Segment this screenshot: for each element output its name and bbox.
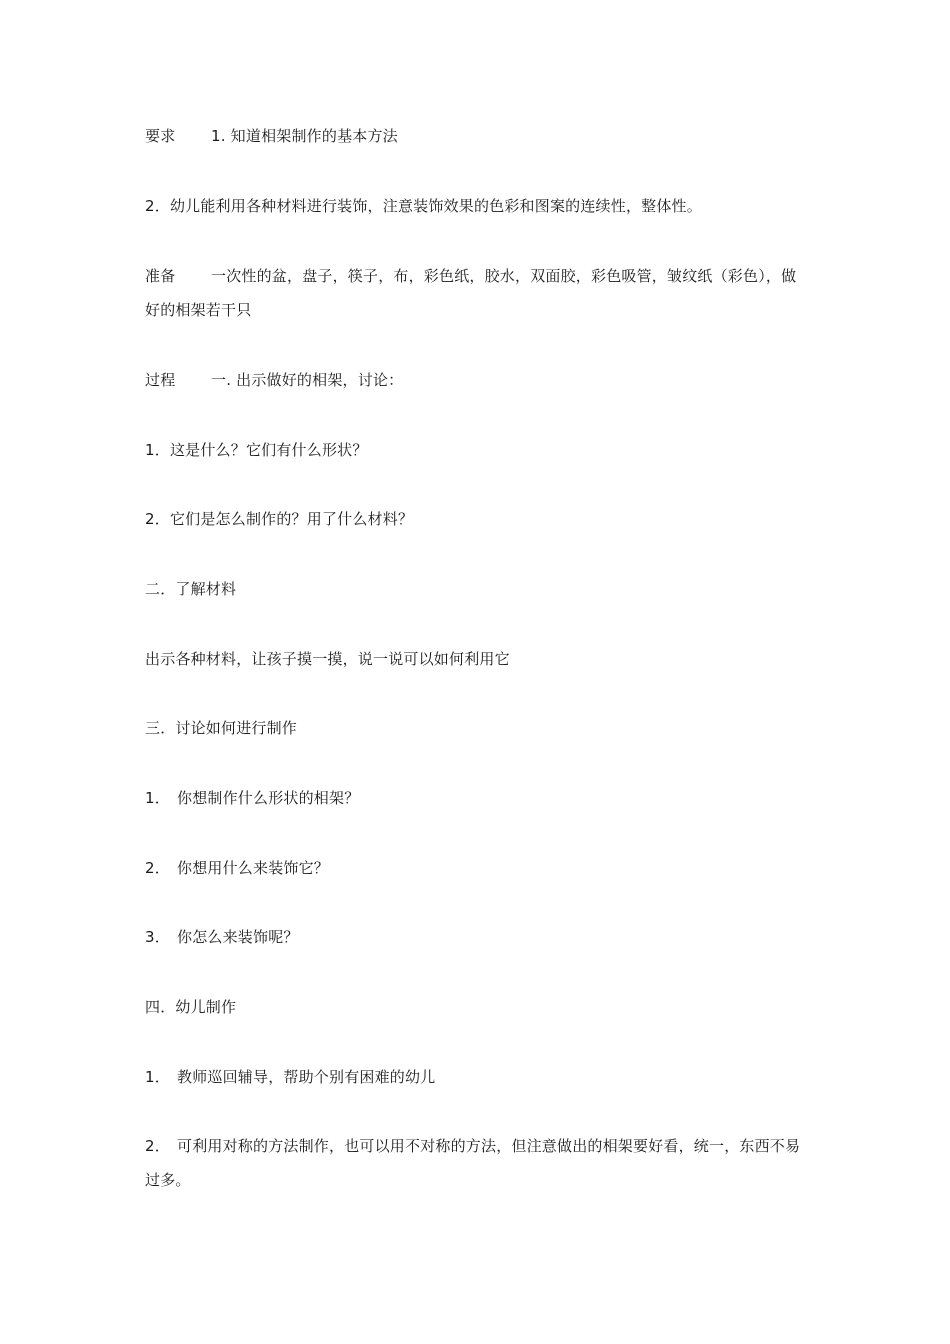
process-step-1: 一. 出示做好的相架，讨论： [211, 371, 404, 389]
requirement-paragraph [145, 119, 810, 153]
process-question-2: 2．它们是怎么制作的？用了什么材料？ [145, 510, 414, 528]
list-text: 你怎么来装饰呢？ [177, 928, 299, 946]
list-text: 你想用什么来装饰它？ [177, 859, 330, 877]
preparation-label: 准备 [145, 267, 176, 285]
step-3-question-1 [145, 781, 810, 815]
step-3-question-3 [145, 920, 810, 954]
list-text: 可利用对称的方法制作，也可以用不对称的方法，但注意做出的相架要好看，统一，东西不易过多。 [145, 1137, 801, 1189]
requirement-text: 1. 知道相架制作的基本方法 [211, 127, 398, 145]
list-text: 你想制作什么形状的相架？ [177, 789, 360, 807]
step-3-question-2 [145, 851, 810, 885]
list-number: 2． [145, 859, 170, 877]
list-number: 1． [145, 1068, 170, 1086]
requirement-item-2: 2．幼儿能利用各种材料进行装饰，注意装饰效果的色彩和图案的连续性，整体性。 [145, 197, 702, 215]
step-4-item-2 [145, 1129, 810, 1197]
list-number: 1． [145, 789, 170, 807]
process-label: 过程 [145, 371, 176, 389]
requirement-label: 要求 [145, 127, 176, 145]
process-step-2: 二．了解材料 [145, 580, 237, 598]
process-question-1: 1．这是什么？它们有什么形状？ [145, 441, 368, 459]
process-step-3: 三．讨论如何进行制作 [145, 719, 298, 737]
process-paragraph [145, 363, 810, 397]
process-step-4: 四．幼儿制作 [145, 998, 237, 1016]
process-step-2-text: 出示各种材料，让孩子摸一摸，说一说可以如何利用它 [145, 650, 510, 668]
list-text: 教师巡回辅导，帮助个别有困难的幼儿 [177, 1068, 436, 1086]
list-number: 2． [145, 1137, 170, 1155]
preparation-text: 一次性的盆，盘子，筷子，布，彩色纸，胶水，双面胶，彩色吸管，皱纹纸（彩色），做好的相架若干只 [145, 267, 797, 319]
step-4-item-1 [145, 1060, 810, 1094]
list-number: 3． [145, 928, 170, 946]
preparation-paragraph [145, 259, 810, 327]
